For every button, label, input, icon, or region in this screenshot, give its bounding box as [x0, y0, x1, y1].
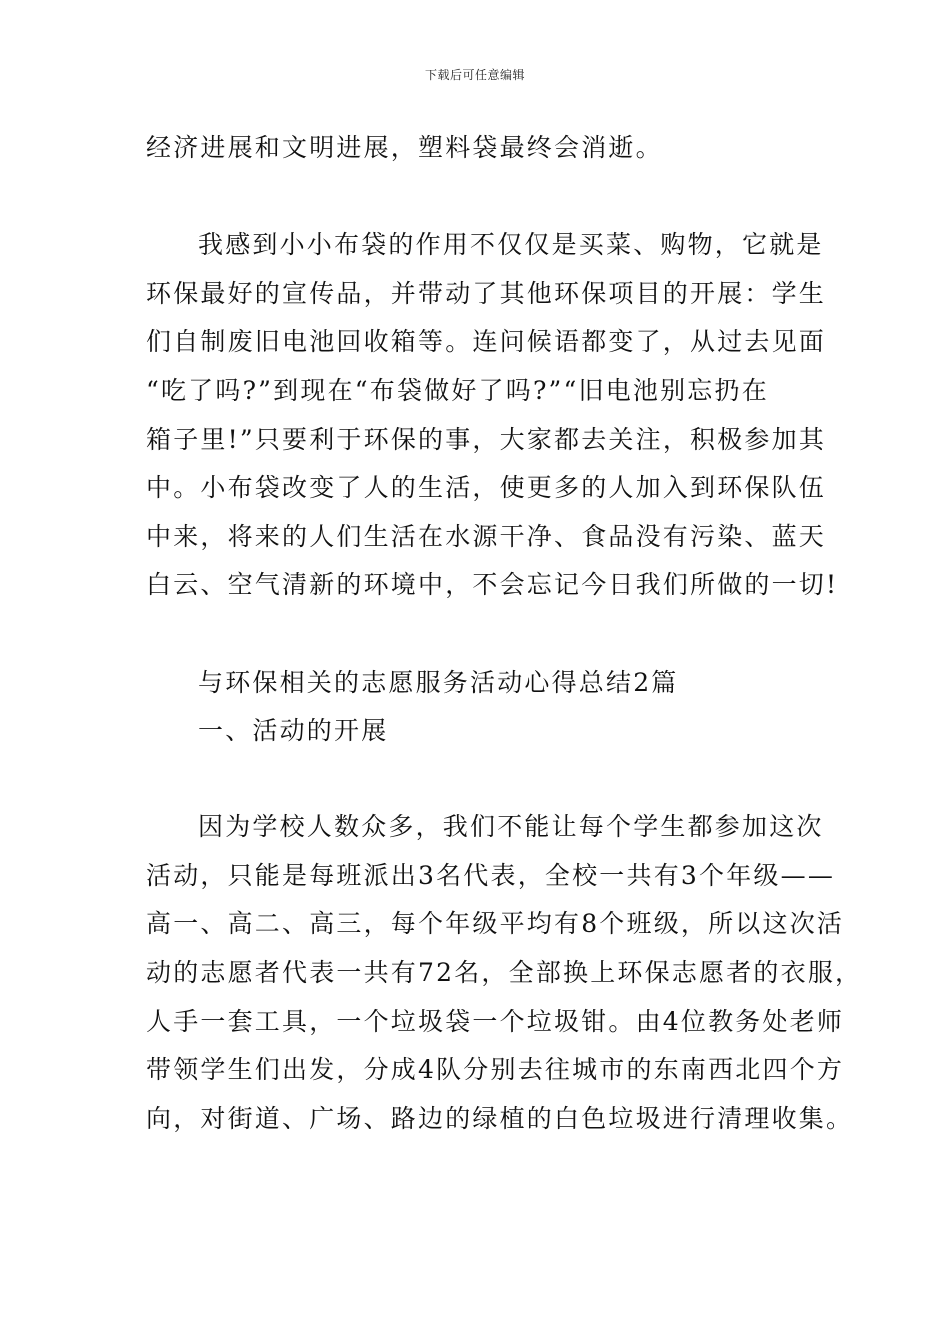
paragraph-line: 环保最好的宣传品，并带动了其他环保项目的开展：学生	[146, 278, 827, 308]
paragraph-line: 活动，只能是每班派出3名代表，全校一共有3个年级——	[146, 860, 836, 890]
paragraph-line: 带领学生们出发，分成4队分别去往城市的东南西北四个方	[146, 1055, 845, 1085]
paragraph-line: 因为学校人数众多，我们不能让每个学生都参加这次	[198, 812, 824, 842]
paragraph-line: 高一、高二、高三，每个年级平均有8个班级，所以这次活	[146, 909, 845, 939]
paragraph-spacer	[146, 755, 818, 804]
paragraph-line: 中。小布袋改变了人的生活，使更多的人加入到环保队伍	[146, 473, 827, 503]
paragraph-line: 我感到小小布袋的作用不仅仅是买菜、购物，它就是	[198, 230, 824, 260]
paragraph-spacer	[146, 173, 818, 222]
paragraph-line: 箱子里!”只要利于环保的事，大家都去关注，积极参加其	[146, 424, 827, 454]
paragraph-line: 动的志愿者代表一共有72名，全部换上环保志愿者的衣服，	[146, 957, 863, 987]
paragraph-line: 人手一套工具，一个垃圾袋一个垃圾钳。由4位教务处老师	[146, 1006, 845, 1036]
paragraph-line: 经济进展和文明进展，塑料袋最终会消逝。	[146, 133, 663, 162]
paragraph-1	[146, 221, 839, 610]
paragraph-2	[146, 803, 863, 1143]
page-header: 下载后可任意编辑	[424, 68, 525, 82]
document-title: 与环保相关的志愿服务活动心得总结2篇	[198, 667, 679, 697]
document-body	[146, 124, 863, 1143]
paragraph-line: 白云、空气清新的环境中，不会忘记今日我们所做的一切!	[146, 570, 839, 600]
paragraph-line: 向，对街道、广场、路边的绿植的白色垃圾进行清理收集。	[146, 1103, 854, 1133]
section-heading: 一、活动的开展	[198, 715, 389, 745]
paragraph-line: 中来，将来的人们生活在水源干净、食品没有污染、蓝天	[146, 521, 827, 551]
paragraph-line: 们自制废旧电池回收箱等。连问候语都变了，从过去见面	[146, 327, 827, 357]
paragraph-spacer	[146, 610, 818, 659]
paragraph-line: “吃了吗?”到现在“布袋做好了吗?”“旧电池别忘扔在	[146, 375, 769, 405]
